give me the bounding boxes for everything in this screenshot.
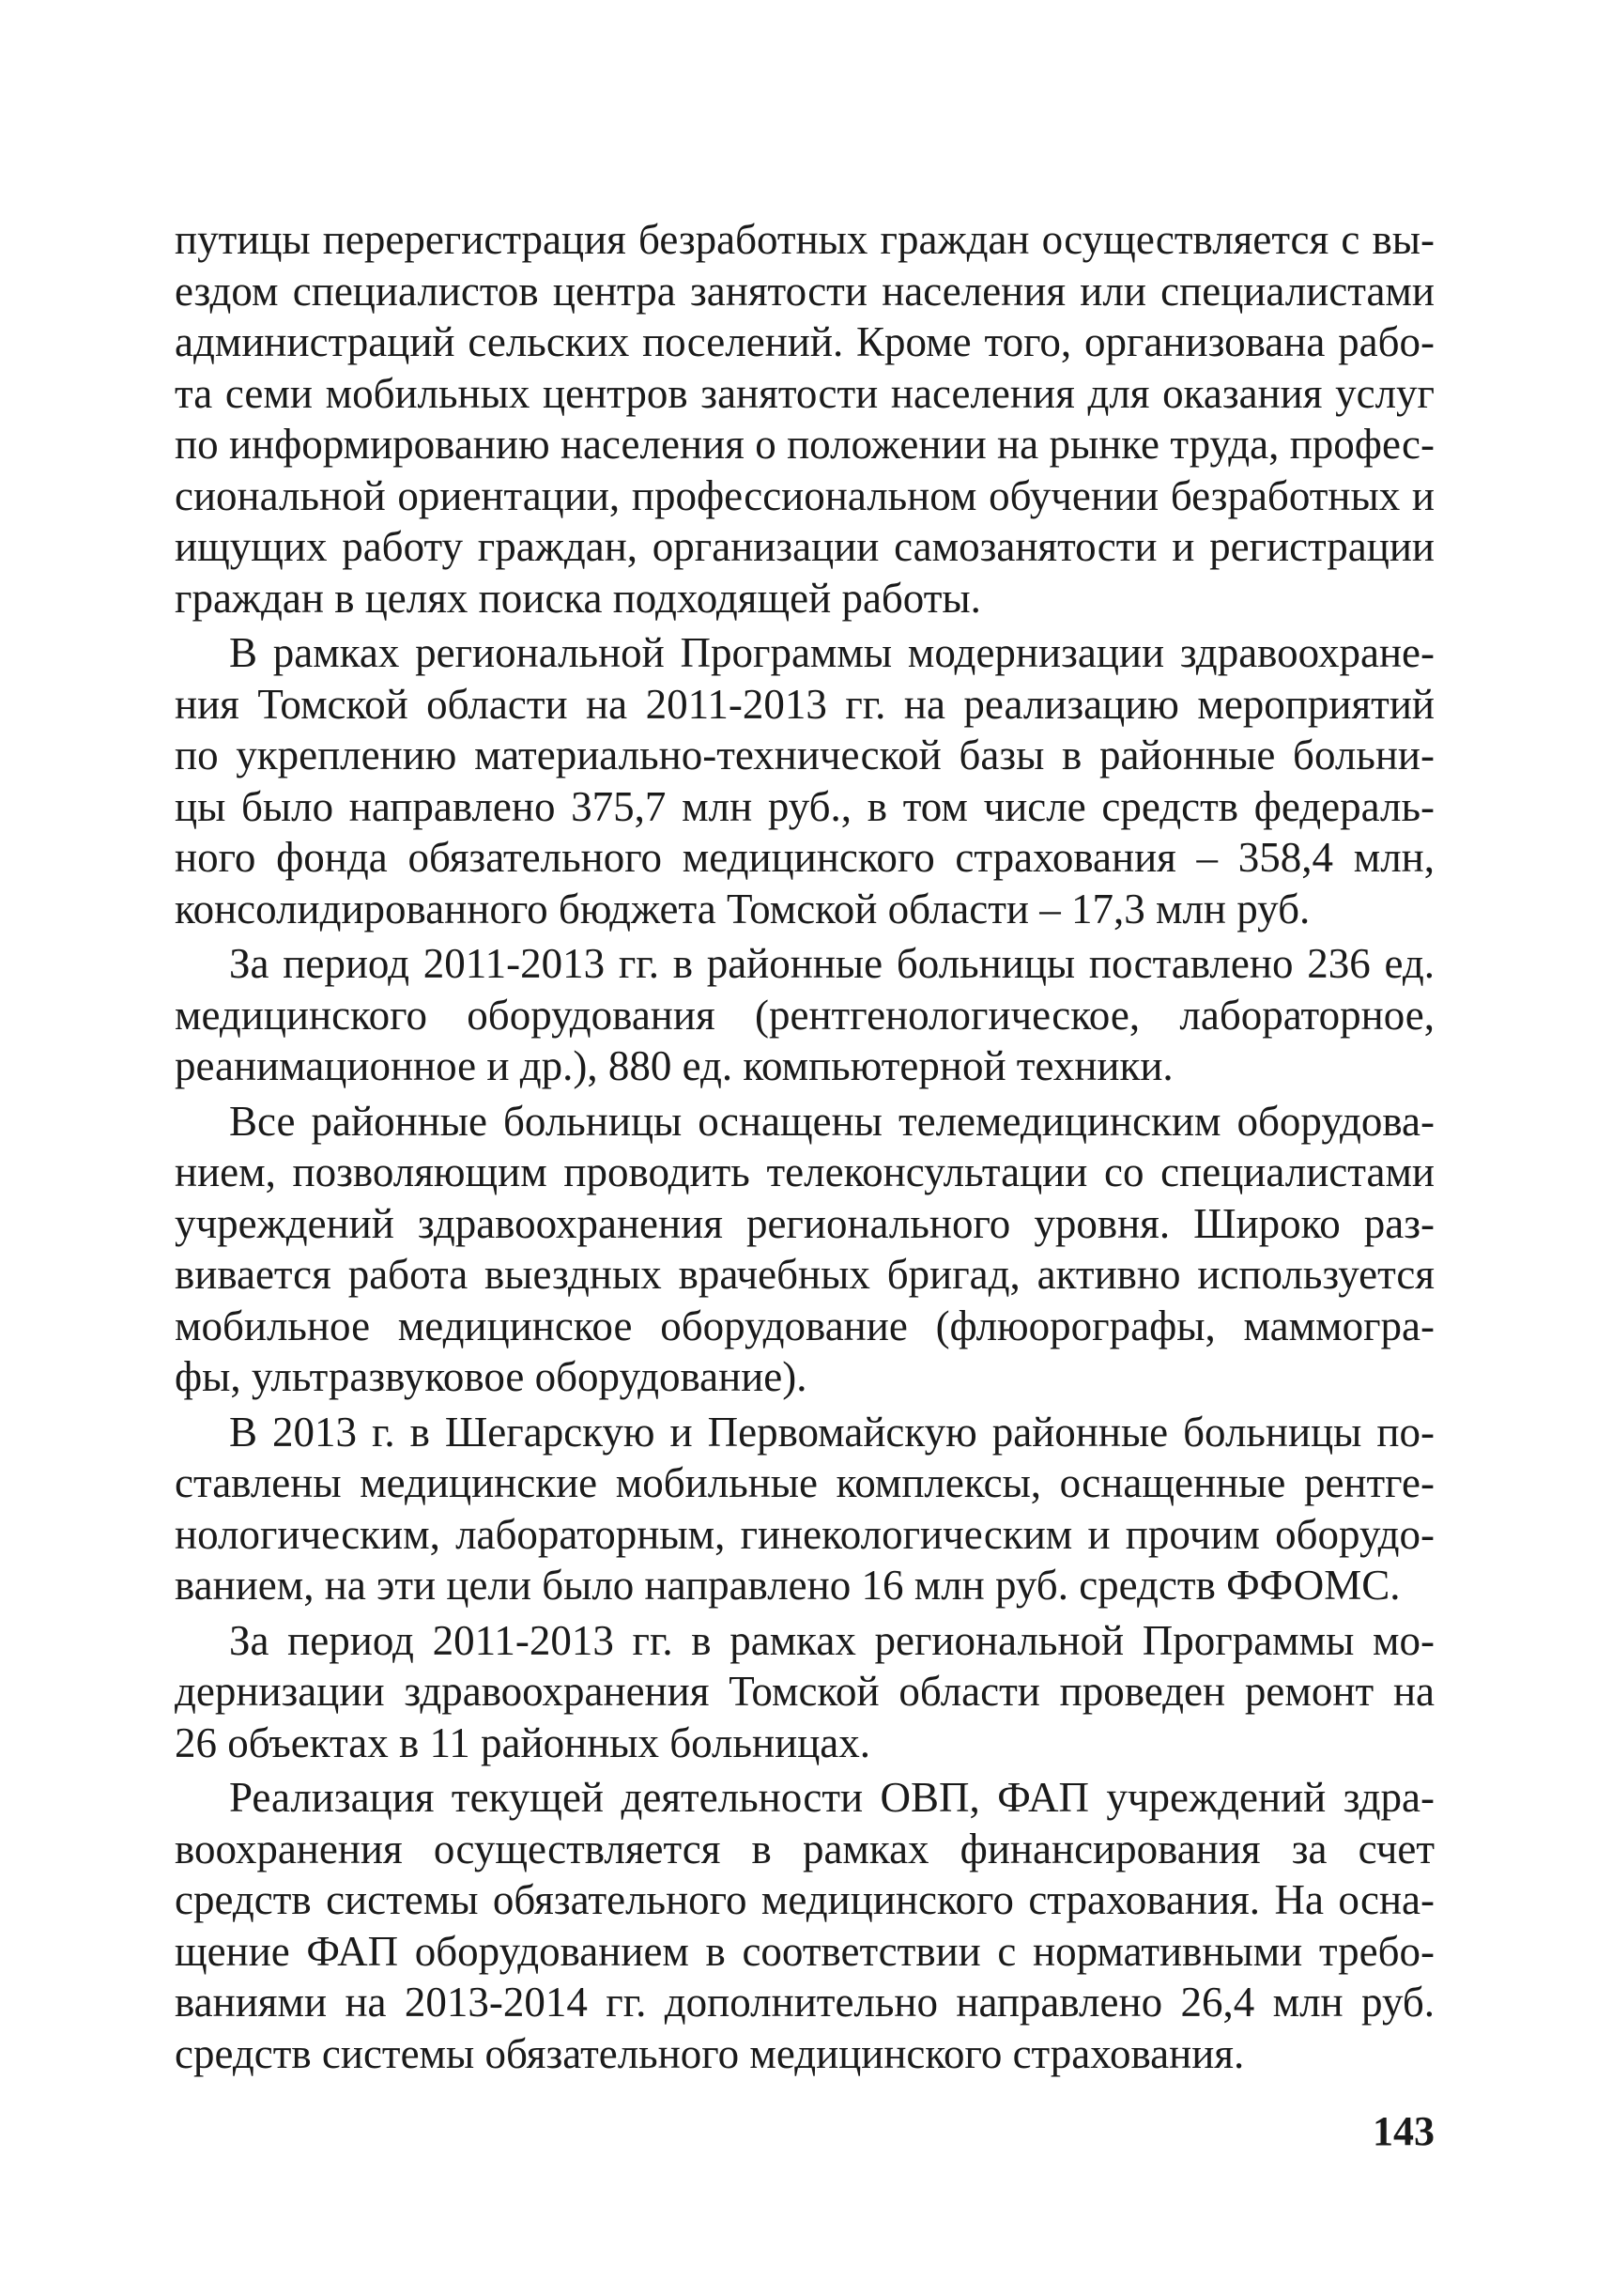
text-line: фы, ультразвуковое оборудование). (175, 1353, 807, 1400)
text-line: ния Томской области на 2011-2013 гг. на реализацию мероприятий (175, 680, 1435, 728)
paragraph-3 (175, 938, 1435, 1092)
text-line: администраций сельских поселений. Кроме того, организована рабо- (175, 318, 1435, 365)
text-line: учреждений здравоохранения регионального уровня. Широко раз- (175, 1199, 1435, 1247)
paragraph-5 (175, 1407, 1435, 1611)
text-line: 26 объектах в 11 районных больницах. (175, 1718, 871, 1766)
text-line: реанимационное и др.), 880 ед. компьютерной техники. (175, 1042, 1174, 1089)
text-line: дернизации здравоохранения Томской области проведен ремонт на (175, 1668, 1435, 1715)
text-line: воохранения осуществляется в рамках финансирования за счет (175, 1825, 1435, 1872)
text-line: путицы перерегистрация безработных граждан осуществляется с вы- (175, 216, 1435, 263)
text-line: медицинского оборудования (рентгенологическое, лабораторное, (175, 991, 1435, 1039)
text-line: сиональной ориентации, профессиональном обучении безработных и (175, 471, 1435, 519)
text-line: консолидированного бюджета Томской области – 17,3 млн руб. (175, 885, 1311, 932)
text-line: нологическим, лабораторным, гинекологическим и прочим оборудо- (175, 1510, 1435, 1558)
text-line: вивается работа выездных врачебных бригад, активно используется (175, 1251, 1435, 1298)
text-line: ставлены медицинские мобильные комплексы, оснащенные рентге- (175, 1459, 1435, 1506)
text-line: нием, позволяющим проводить телеконсультации со специалистами (175, 1148, 1435, 1195)
text-line: Реализация текущей деятельности ОВП, ФАП учреждений здра- (229, 1774, 1435, 1821)
text-line: ищущих работу граждан, организации самозанятости и регистрации (175, 523, 1435, 570)
text-line: Все районные больницы оснащены телемедицинским оборудова- (229, 1097, 1435, 1145)
paragraph-7 (175, 1772, 1435, 2079)
text-line: по информированию населения о положении на рынке труда, профес- (175, 421, 1435, 468)
paragraph-6 (175, 1615, 1435, 1769)
text-line: щение ФАП оборудованием в соответствии с нормативными требо- (175, 1927, 1435, 1975)
paragraph-2 (175, 627, 1435, 934)
text-line: ваниями на 2013-2014 гг. дополнительно направлено 26,4 млн руб. (175, 1979, 1435, 2026)
text-line: по укреплению материально-технической базы в районные больни- (175, 732, 1435, 778)
text-line: средств системы обязательного медицинского страхования. На осна- (175, 1876, 1435, 1923)
page-number: 143 (1373, 2108, 1435, 2154)
text-line: средств системы обязательного медицинского страхования. (175, 2029, 1245, 2077)
paragraph-4 (175, 1096, 1435, 1403)
text-line: ванием, на эти цели было направлено 16 млн руб. средств ФФОМС. (175, 1562, 1401, 1609)
paragraph-1 (175, 214, 1435, 624)
text-line: ного фонда обязательного медицинского страхования – 358,4 млн, (175, 834, 1435, 881)
text-line: За период 2011-2013 гг. в районные больницы поставлено 236 ед. (229, 940, 1435, 987)
page-body (175, 214, 1435, 2079)
text-line: граждан в целях поиска подходящей работы. (175, 574, 981, 622)
text-line: та семи мобильных центров занятости населения для оказания услуг (175, 369, 1435, 417)
text-line: В 2013 г. в Шегарскую и Первомайскую районные больницы по- (229, 1408, 1435, 1456)
text-line: цы было направлено 375,7 млн руб., в том числе средств федераль- (175, 782, 1435, 830)
text-line: мобильное медицинское оборудование (флюорографы, маммогра- (175, 1302, 1435, 1349)
text-line: За период 2011-2013 гг. в рамках региональной Программы мо- (229, 1616, 1435, 1664)
text-line: В рамках региональной Программы модернизации здравоохране- (229, 629, 1435, 676)
text-line: ездом специалистов центра занятости населения или специалистами (175, 267, 1435, 315)
